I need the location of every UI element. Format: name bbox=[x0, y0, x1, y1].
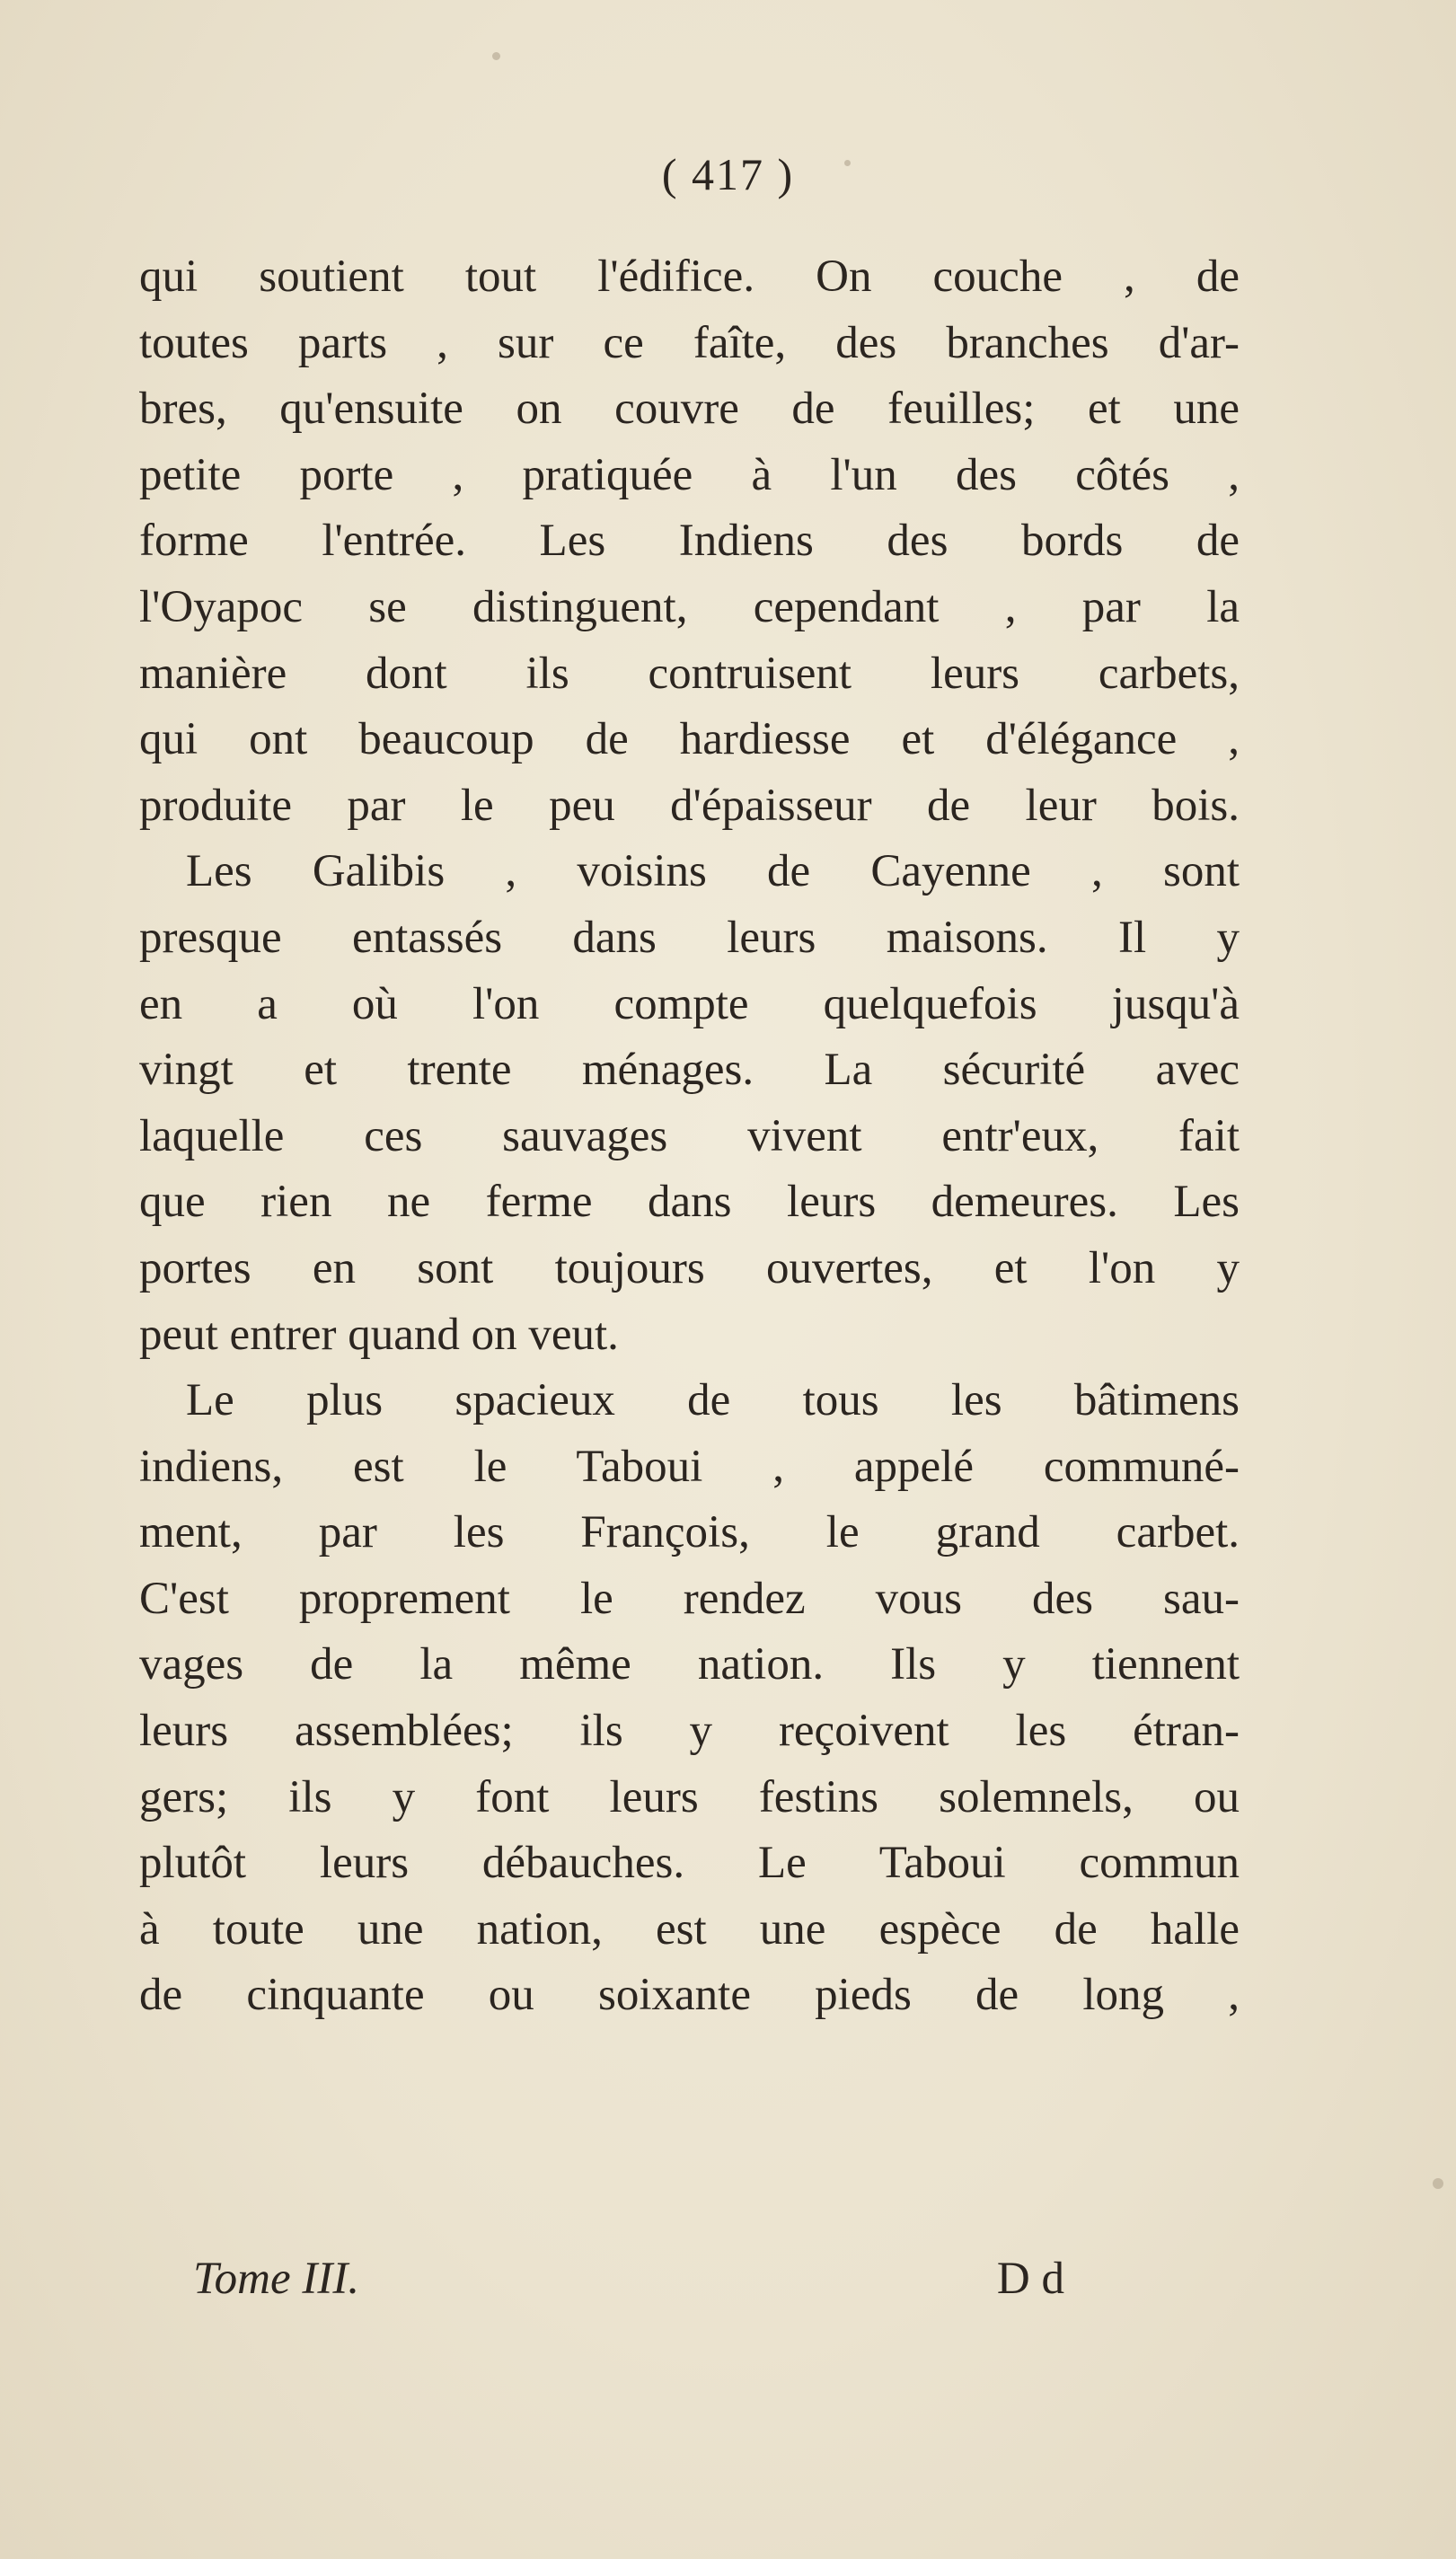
text-line: l'Oyapoc se distinguent, cependant , par la bbox=[139, 581, 1240, 632]
paper-speck bbox=[1433, 2178, 1443, 2189]
text-line: presque entassés dans leurs maisons. Il y bbox=[139, 912, 1240, 963]
text-line: peut entrer quand on veut. bbox=[139, 1309, 619, 1360]
text-line: de cinquante ou soixante pieds de long , bbox=[139, 1970, 1240, 2021]
text-line: indiens, est le Taboui , appelé communé- bbox=[139, 1441, 1240, 1492]
text-line: portes en sont toujours ouvertes, et l'on y bbox=[139, 1242, 1240, 1293]
text-line: vingt et trente ménages. La sécurité avec bbox=[139, 1045, 1240, 1096]
text-line: produite par le peu d'épaisseur de leur bois. bbox=[139, 780, 1240, 831]
text-line: vages de la même nation. Ils y tiennent bbox=[139, 1639, 1240, 1690]
text-line: en a où l'on compte quelquefois jusqu'à bbox=[139, 978, 1240, 1029]
volume-label: Tome III. bbox=[193, 2254, 360, 2304]
text-line: leurs assemblées; ils y reçoivent les étran- bbox=[139, 1706, 1240, 1757]
text-line: que rien ne ferme dans leurs demeures. Les bbox=[139, 1177, 1240, 1228]
text-line: Les Galibis , voisins de Cayenne , sont bbox=[186, 846, 1240, 897]
text-line: à toute une nation, est une espèce de halle bbox=[139, 1903, 1240, 1955]
text-line: toutes parts , sur ce faîte, des branches d'ar- bbox=[139, 317, 1240, 368]
paper-speck bbox=[492, 52, 500, 60]
paper-speck bbox=[844, 160, 851, 166]
text-line: ment, par les François, le grand carbet. bbox=[139, 1507, 1240, 1558]
signature-mark: D d bbox=[996, 2254, 1064, 2304]
text-line: forme l'entrée. Les Indiens des bords de bbox=[139, 516, 1240, 567]
text-line: Le plus spacieux de tous les bâtimens bbox=[186, 1375, 1240, 1426]
page-number-header: ( 417 ) bbox=[661, 149, 795, 199]
text-line: gers; ils y font leurs festins solemnels, ou bbox=[139, 1771, 1240, 1822]
text-line: qui ont beaucoup de hardiesse et d'élégance , bbox=[139, 714, 1240, 765]
text-line: laquelle ces sauvages vivent entr'eux, fait bbox=[139, 1110, 1240, 1161]
text-line: manière dont ils contruisent leurs carbets, bbox=[139, 648, 1240, 699]
text-line: plutôt leurs débauches. Le Taboui commun bbox=[139, 1838, 1240, 1889]
text-line: bres, qu'ensuite on couvre de feuilles; et une bbox=[139, 384, 1240, 435]
body-text bbox=[139, 244, 1240, 2029]
text-line: C'est proprement le rendez vous des sau- bbox=[139, 1573, 1240, 1624]
page-footer bbox=[193, 2253, 1064, 2316]
text-line: qui soutient tout l'édifice. On couche , de bbox=[139, 251, 1240, 302]
text-line: petite porte , pratiquée à l'un des côtés , bbox=[139, 449, 1240, 500]
